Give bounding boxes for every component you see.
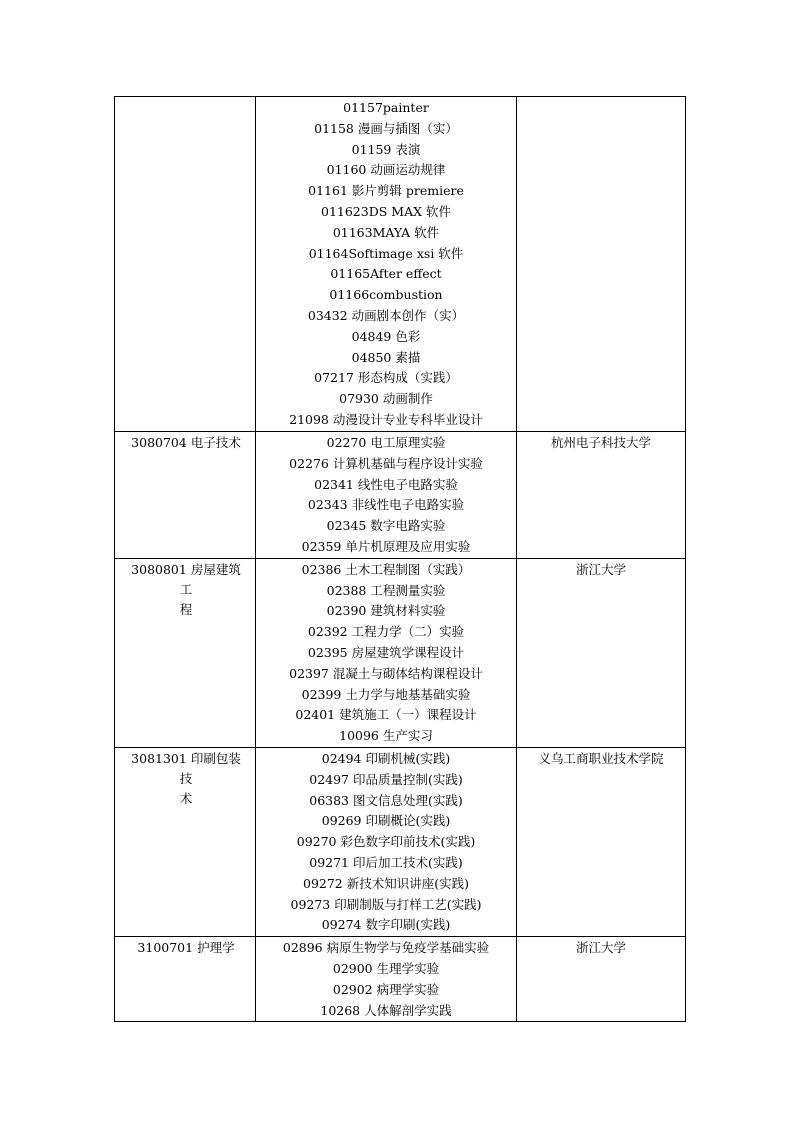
major-name: 程 (179, 601, 193, 617)
course-item: 01161 影片剪辑 premiere (308, 183, 464, 199)
school-name: 浙江大学 (575, 940, 626, 956)
school-name: 义乌工商职业技术学院 (538, 750, 664, 766)
exam-course-table (114, 96, 686, 1022)
course-item: 02276 计算机基础与程序设计实验 (289, 455, 483, 471)
course-item: 02397 混凝土与砌体结构课程设计 (289, 665, 483, 681)
major-name: 术 (179, 790, 193, 806)
school-cell (517, 97, 686, 432)
course-item: 09274 数字印刷(实践) (321, 917, 451, 933)
table-row (115, 432, 686, 559)
school-cell (517, 558, 686, 747)
course-item: 02345 数字电路实验 (326, 518, 446, 534)
course-item: 01166combustion (329, 287, 443, 303)
course-item: 01160 动画运动规律 (326, 162, 446, 178)
courses-cell (256, 747, 517, 936)
course-item: 01164Softimage xsi 软件 (308, 245, 464, 261)
table-row (115, 97, 686, 432)
course-item: 02497 印品质量控制(实践) (309, 771, 463, 787)
course-item: 02386 土木工程制图（实践） (301, 561, 471, 577)
course-item: 09272 新技术知识讲座(实践) (303, 875, 469, 891)
course-item: 06383 图文信息处理(实践) (309, 792, 463, 808)
course-item: 10268 人体解剖学实践 (320, 1002, 452, 1018)
major-name: 3100701 护理学 (137, 940, 235, 956)
course-item: 21098 动漫设计专业专科毕业设计 (289, 411, 483, 427)
course-item: 09271 印后加工技术(实践) (309, 854, 463, 870)
course-item: 01163MAYA 软件 (332, 224, 440, 240)
table-row (115, 747, 686, 936)
table-body (115, 97, 686, 1022)
course-item: 02359 单片机原理及应用实验 (301, 538, 471, 554)
course-item: 09270 彩色数字印前技术(实践) (296, 834, 476, 850)
major-name: 3080704 电子技术 (131, 435, 241, 450)
school-name: 杭州电子科技大学 (550, 435, 651, 450)
major-cell (115, 432, 256, 559)
course-item: 02343 非线性电子电路实验 (307, 497, 465, 513)
course-item: 02900 生理学实验 (332, 960, 440, 976)
major-cell (115, 558, 256, 747)
course-item: 07930 动画制作 (339, 391, 433, 407)
course-item: 02902 病理学实验 (332, 981, 440, 997)
course-item: 02494 印刷机械(实践) (321, 750, 451, 766)
major-name: 3081301 印刷包装技 (131, 750, 241, 786)
course-item: 02390 建筑材料实验 (326, 603, 446, 619)
table-row (115, 558, 686, 747)
course-item: 07217 形态构成（实践） (314, 370, 458, 386)
major-cell (115, 97, 256, 432)
courses-cell (256, 937, 517, 1022)
course-item: 011623DS MAX 软件 (321, 203, 451, 219)
course-item: 02395 房屋建筑学课程设计 (307, 644, 465, 660)
course-item: 09273 印刷制版与打样工艺(实践) (290, 896, 482, 912)
school-name: 浙江大学 (575, 561, 626, 577)
course-item: 02270 电工原理实验 (326, 435, 446, 450)
table-row (115, 937, 686, 1022)
school-cell (517, 432, 686, 559)
course-item: 02401 建筑施工（一）课程设计 (295, 707, 477, 723)
course-item: 04849 色彩 (351, 328, 421, 344)
course-item: 02341 线性电子电路实验 (314, 476, 458, 492)
school-cell (517, 747, 686, 936)
course-item: 02399 土力学与地基基础实验 (301, 686, 471, 702)
major-name: 3080801 房屋建筑工 (131, 561, 241, 597)
course-item: 01159 表演 (351, 141, 421, 157)
major-cell (115, 747, 256, 936)
course-item: 02388 工程测量实验 (326, 582, 446, 598)
course-item: 04850 素描 (351, 349, 421, 365)
course-item: 03432 动画剧本创作（实） (307, 307, 465, 323)
school-cell (517, 937, 686, 1022)
major-cell (115, 937, 256, 1022)
course-item: 02392 工程力学（二）实验 (307, 624, 465, 640)
course-item: 01158 漫画与插图（实） (314, 120, 458, 136)
course-item: 01157painter (343, 100, 429, 115)
course-item: 02896 病原生物学与免疫学基础实验 (282, 940, 490, 956)
courses-cell (256, 97, 517, 432)
course-item: 10096 生产实习 (339, 728, 433, 744)
course-item: 09269 印刷概论(实践) (321, 813, 451, 829)
courses-cell (256, 558, 517, 747)
course-item: 01165After effect (330, 266, 442, 282)
courses-cell (256, 432, 517, 559)
